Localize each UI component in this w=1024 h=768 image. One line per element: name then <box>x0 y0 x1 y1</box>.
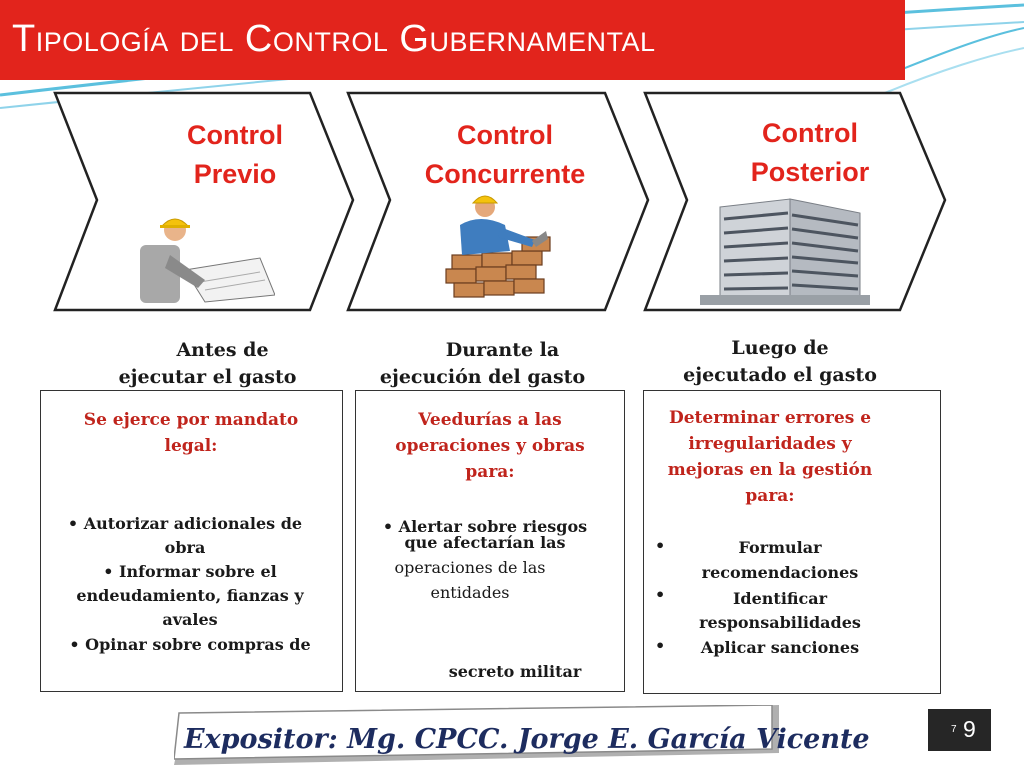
heading-control-previo <box>160 116 310 194</box>
item-line: avales <box>162 610 218 629</box>
when-line: Luego de <box>731 337 829 359</box>
list-item <box>690 587 870 635</box>
box-head-line: operaciones y obras <box>395 436 585 456</box>
box-head-previo <box>45 407 337 459</box>
when-line: Antes de <box>176 339 269 361</box>
list-item <box>690 536 870 585</box>
box-head-line: Veedurías a las <box>418 410 562 430</box>
item-line: operaciones de las <box>394 558 546 577</box>
when-concurrente <box>365 337 600 391</box>
box-head-line: para: <box>745 486 795 506</box>
item-line: responsabilidades <box>699 613 861 632</box>
item-line: obra <box>164 538 206 557</box>
heading-line: Control <box>762 118 858 148</box>
when-line: Durante la <box>445 339 560 361</box>
when-posterior <box>660 335 900 389</box>
box-head-line: mejoras en la gestión <box>667 460 873 480</box>
worker-building-brick-wall-icon <box>440 185 555 300</box>
heading-line: Concurrente <box>424 159 586 189</box>
engineer-reading-blueprint-icon <box>130 210 275 305</box>
trailing-text: secreto militar <box>448 662 582 681</box>
box-head-line: Se ejerce por mandato <box>83 410 299 430</box>
slide-number-box <box>928 709 991 751</box>
item-line: Formular <box>738 538 822 557</box>
item-line: Aplicar sanciones <box>700 638 860 657</box>
bullet: • <box>103 562 114 581</box>
when-line: ejecutar el gasto <box>118 366 297 388</box>
slide-title: Tipología del Control Gubernamental <box>12 18 656 60</box>
item-line: recomendaciones <box>701 563 859 582</box>
item-line: Identificar <box>732 589 828 608</box>
bullet: • <box>655 585 666 604</box>
item-line: Autorizar adicionales de <box>83 514 303 533</box>
item-line: Opinar sobre compras de <box>85 635 311 654</box>
item-line: Informar sobre el <box>119 562 277 581</box>
box-head-concurrente <box>360 407 620 485</box>
bullet: • <box>69 635 80 654</box>
item-line: Alertar sobre riesgos <box>398 517 588 536</box>
presenter-credit: Expositor: Mg. CPCC. Jorge E. García Vicente <box>184 724 870 755</box>
list-item <box>50 512 320 560</box>
when-previo <box>90 337 325 391</box>
list-item <box>690 636 870 660</box>
item-line: que afectarían las <box>404 533 566 552</box>
bullet: • <box>655 536 666 555</box>
bullet: • <box>67 514 79 533</box>
bullet: • <box>382 517 394 536</box>
list-item <box>50 633 330 657</box>
list-item <box>50 560 330 632</box>
box-head-line: irregularidades y <box>688 434 852 454</box>
when-line: ejecución del gasto <box>379 366 586 388</box>
box-head-line: Determinar errores e <box>668 408 872 428</box>
bullet: • <box>655 636 666 655</box>
heading-control-concurrente <box>410 116 600 194</box>
when-line: ejecutado el gasto <box>683 364 877 386</box>
item-line: entidades <box>430 583 510 602</box>
slide-number: 9 <box>963 716 976 742</box>
list-item <box>365 515 605 605</box>
heading-line: Control <box>187 120 283 150</box>
box-head-line: legal: <box>164 436 218 456</box>
heading-line: Control <box>457 120 553 150</box>
heading-line: Previo <box>193 159 277 189</box>
item-line: endeudamiento, fianzas y <box>76 586 304 605</box>
box-head-line: para: <box>465 462 515 482</box>
building-icon <box>700 195 870 305</box>
heading-control-posterior <box>730 114 890 192</box>
heading-line: Posterior <box>750 157 870 187</box>
box-head-posterior <box>650 405 890 509</box>
slide-number-small: 7 <box>951 724 957 735</box>
